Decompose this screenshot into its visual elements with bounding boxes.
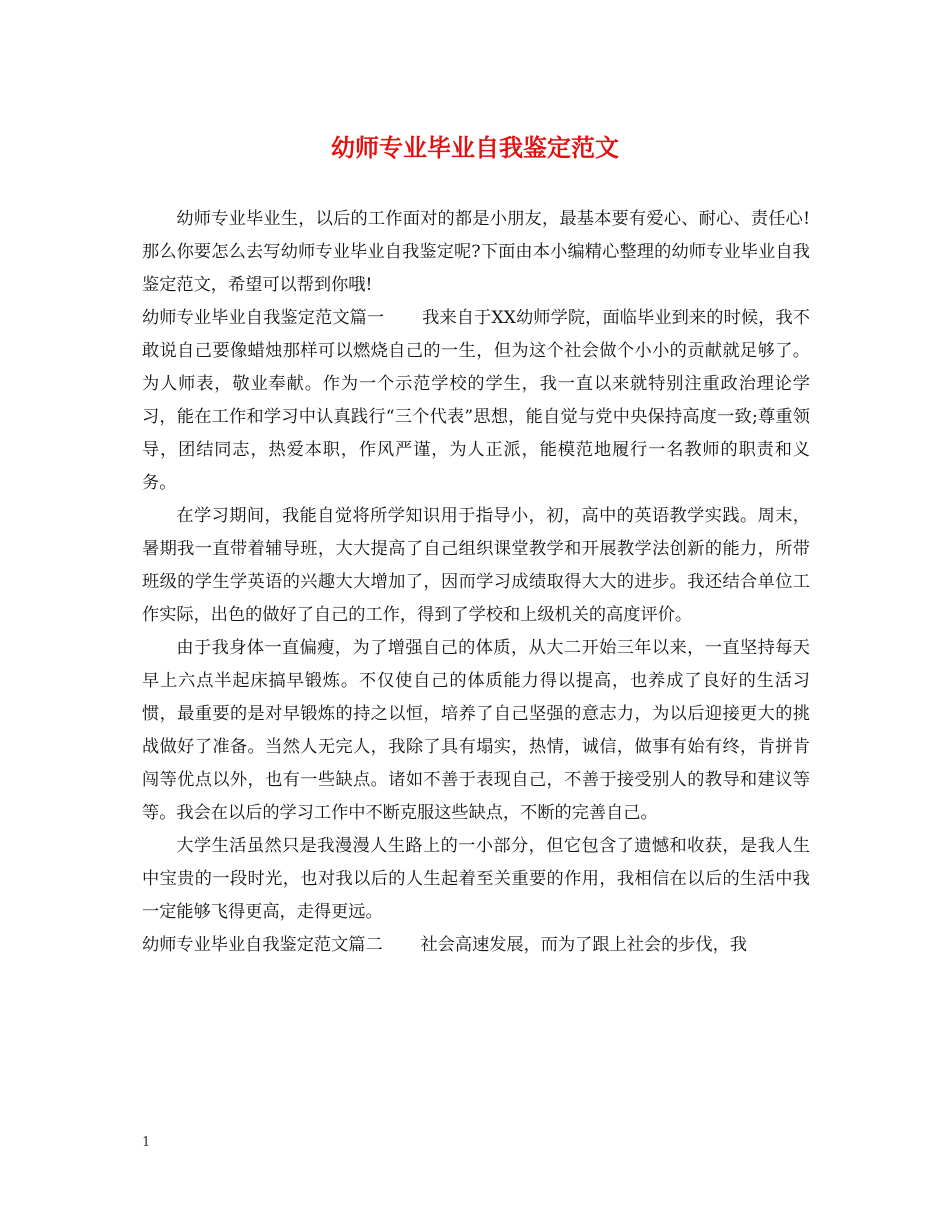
college-life-paragraph: 大学生活虽然只是我漫漫人生路上的一小部分，但它包含了遗憾和收获，是我人生中宝贵的一段时光，也对我以后的人生起着至关重要的作用，我相信在以后的生活中我一定能够飞得更高，走得更远。 <box>142 836 810 922</box>
section-one-heading: 幼师专业毕业自我鉴定范文篇一 <box>142 308 385 328</box>
document-title: 幼师专业毕业自我鉴定范文 <box>331 133 619 162</box>
page-number: 1 <box>142 1135 151 1150</box>
study-paragraph: 在学习期间，我能自觉将所学知识用于指导小，初，高中的英语教学实践。周末，暑期我一直带着辅导班，大大提高了自己组织课堂教学和开展教学法创新的能力，所带班级的学生学英语的兴趣大大增加了，因而学习成绩取得大大的进步。我还结合单位工作实际，出色的做好了自己的工作，得到了学校和上级机关的高度评价。 <box>142 506 810 625</box>
section-one-paragraph <box>142 302 810 500</box>
document-body <box>142 203 810 962</box>
section-one-lead-text: 我来自于XX幼师学院，面临毕业到来的时候，我不敢说自己要像蜡烛那样可以燃烧自己的一生，但为这个社会做个小小的贡献就足够了。为人师表，敬业奉献。作为一个示范学校的学生，我一直以来就特别注重政治理论学习，能在工作和学习中认真践行“三个代表”思想，能自觉与党中央保持高度一致;尊重领导，团结同志，热爱本职，作风严谨，为人正派，能模范地履行一名教师的职责和义务。 <box>142 308 810 493</box>
exercise-paragraph: 由于我身体一直偏瘦，为了增强自己的体质，从大二开始三年以来，一直坚持每天早上六点半起床搞早锻炼。不仅使自己的体质能力得以提高，也养成了良好的生活习惯，最重要的是对早锻炼的持之以恒，培养了自己坚强的意志力，为以后迎接更大的挑战做好了准备。当然人无完人，我除了具有塌实，热情，诚信，做事有始有终，肯拼肯闯等优点以外，也有一些缺点。诸如不善于表现自己，不善于接受别人的教导和建议等等。我会在以后的学习工作中不断克服这些缺点，不断的完善自己。 <box>142 638 810 823</box>
section-two-paragraph <box>142 929 810 962</box>
section-two-lead-text: 社会高速发展，而为了跟上社会的步伐，我 <box>420 935 748 955</box>
section-two-heading: 幼师专业毕业自我鉴定范文篇二 <box>142 935 383 955</box>
intro-paragraph: 幼师专业毕业生，以后的工作面对的都是小朋友，最基本要有爱心、耐心、责任心!那么你要怎么去写幼师专业毕业自我鉴定呢?下面由本小编精心整理的幼师专业毕业自我鉴定范文，希望可以帮到你哦! <box>142 209 810 295</box>
